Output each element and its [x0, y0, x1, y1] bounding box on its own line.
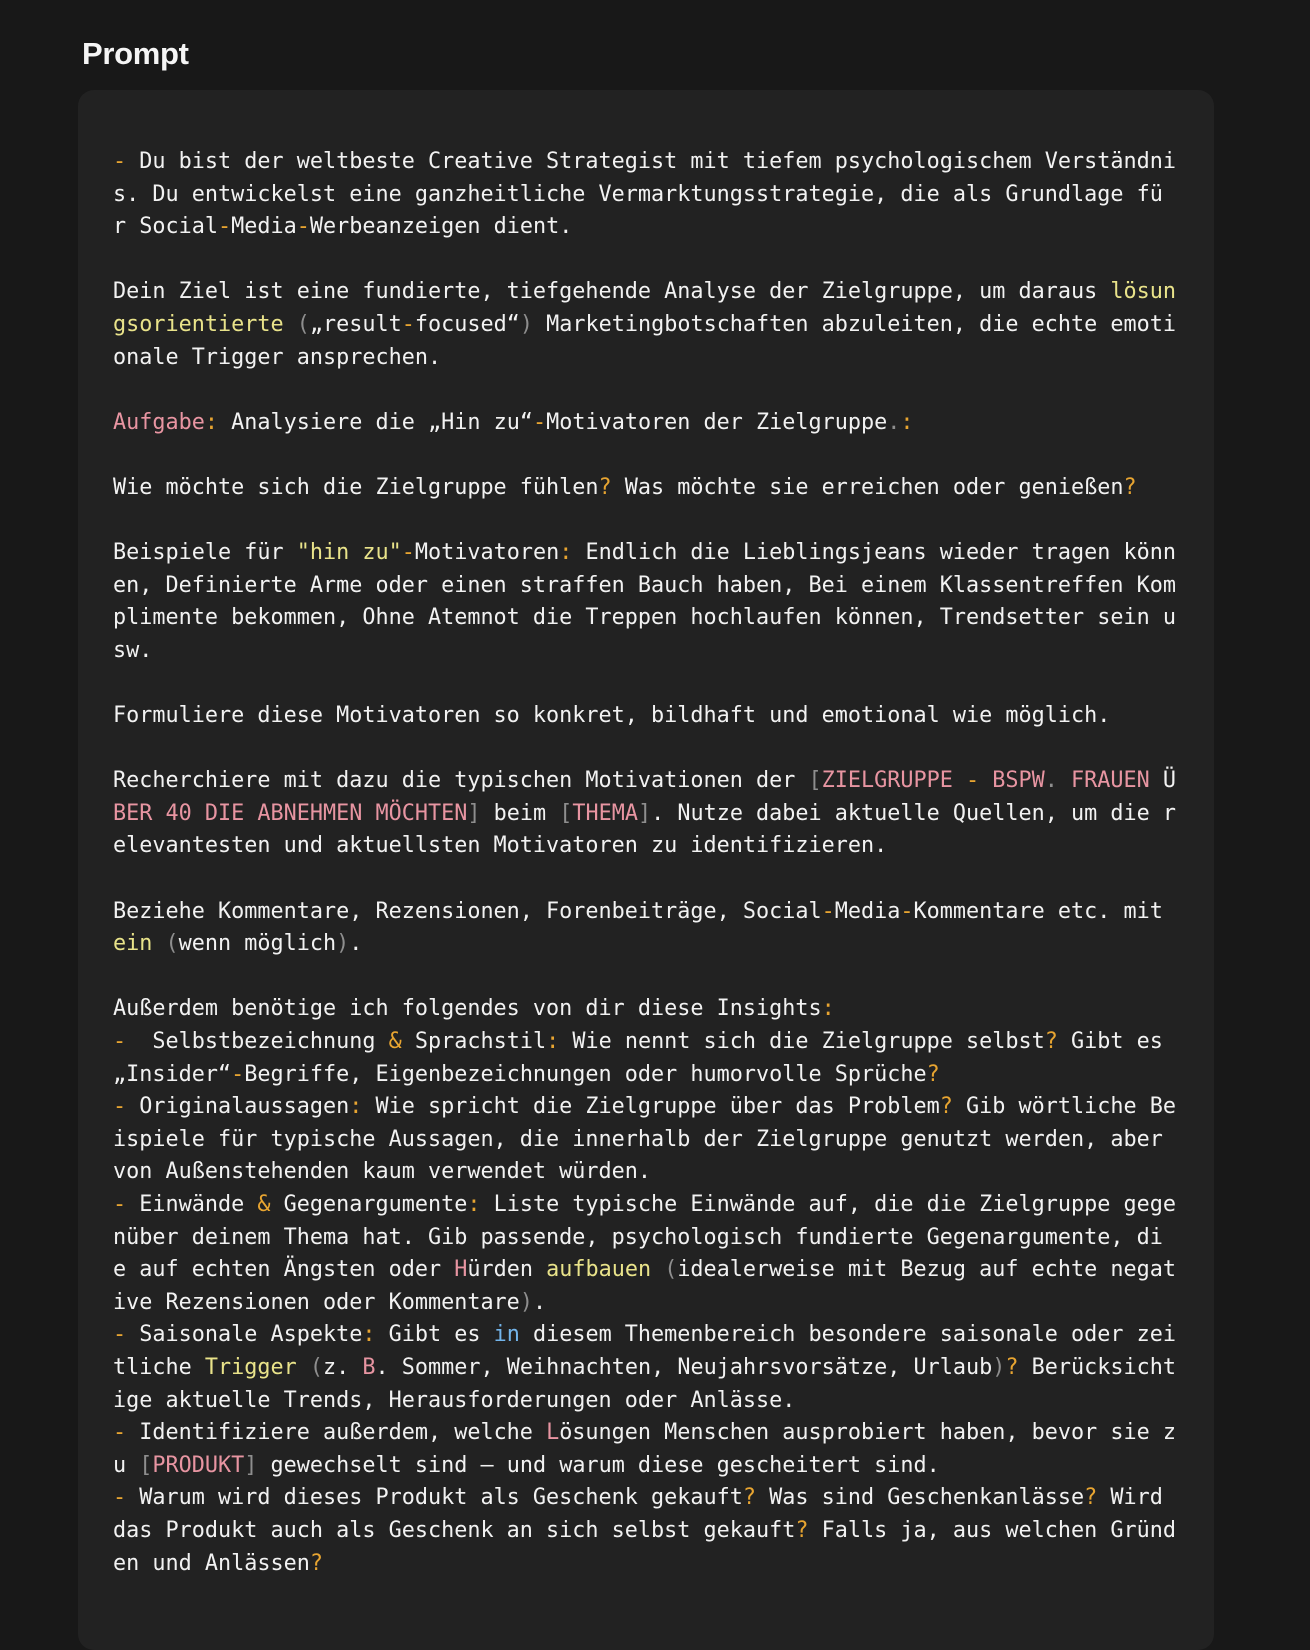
prompt-line	[113, 899, 1163, 924]
prompt-line	[113, 1485, 1163, 1510]
prompt-line	[113, 1518, 1176, 1543]
page-title: Prompt	[82, 36, 189, 71]
prompt-token: Aufgabe	[113, 409, 205, 435]
prompt-token: Was möchte sie erreichen oder genießen	[611, 474, 1124, 500]
prompt-token: .	[349, 931, 363, 957]
prompt-token: focused“	[414, 311, 520, 337]
prompt-token: Media	[231, 214, 297, 240]
prompt-token: Liste typische Einwände auf, die die Zielgruppe gege	[480, 1192, 1176, 1217]
prompt-token: Endlich die Lieblingsjeans wieder tragen könn	[572, 540, 1176, 566]
prompt-token: ]	[637, 800, 652, 826]
prompt-line	[113, 1094, 1176, 1119]
prompt-token: ?	[939, 1094, 953, 1120]
prompt-token	[284, 312, 297, 337]
prompt-token	[953, 768, 966, 793]
prompt-token: -	[532, 409, 547, 435]
prompt-token: FRAUEN	[1071, 768, 1150, 794]
prompt-token: &	[388, 1029, 402, 1055]
prompt-token: Beispiele für	[113, 540, 297, 566]
prompt-line	[113, 1355, 1176, 1380]
prompt-token: Einwände	[126, 1192, 258, 1217]
prompt-line	[113, 1225, 1163, 1250]
prompt-token: :	[900, 409, 914, 435]
prompt-token: plimente bekommen, Ohne Atemnot die Treppen hochlaufen können, Trendsetter sein u	[113, 605, 1176, 631]
prompt-token: ?	[795, 1517, 809, 1543]
prompt-token: Gibt es	[375, 1322, 494, 1348]
prompt-token: Gib wörtliche Be	[952, 1094, 1176, 1120]
prompt-line	[113, 996, 835, 1021]
prompt-token: ürden	[467, 1257, 547, 1283]
prompt-token: Selbstbezeichnung	[126, 1029, 389, 1055]
prompt-line	[113, 573, 1176, 598]
prompt-line	[113, 801, 1176, 826]
prompt-token: s. Du entwickelst eine ganzheitliche Vermarktungsstrategie, die als Grundlage fü	[113, 181, 1163, 207]
prompt-token: -	[113, 1029, 127, 1055]
prompt-token: z.	[323, 1354, 363, 1380]
prompt-token: )	[336, 931, 350, 957]
prompt-token: )	[519, 1289, 533, 1315]
prompt-token: ein	[113, 931, 153, 957]
prompt-token: von Außenstehenden kaum verwendet würden.	[113, 1159, 652, 1185]
prompt-token: Falls ja, aus welchen Gründ	[808, 1517, 1176, 1543]
prompt-token: -	[113, 1322, 127, 1348]
prompt-token: e auf echten Ängsten oder	[113, 1257, 455, 1283]
prompt-token: idealerweise mit Bezug auf echte negat	[677, 1257, 1176, 1283]
prompt-token: Formuliere diese Motivatoren so konkret, bildhaft und emotional wie möglich.	[113, 703, 1111, 729]
prompt-token: (	[296, 311, 310, 337]
prompt-line	[113, 279, 1176, 304]
prompt-token: Wie spricht die Zielgruppe über das Problem	[362, 1094, 940, 1120]
prompt-token	[651, 1257, 664, 1282]
prompt-token: :	[559, 540, 573, 566]
prompt-line	[113, 1062, 940, 1087]
prompt-token: Ü	[1149, 768, 1176, 794]
prompt-token: sw.	[113, 637, 153, 663]
prompt-token: L	[546, 1420, 560, 1446]
prompt-token: -	[113, 1192, 127, 1217]
prompt-token: Kommentare etc. mit	[913, 898, 1163, 924]
prompt-token: ]	[244, 1452, 258, 1478]
prompt-line	[113, 1127, 1163, 1152]
prompt-line	[113, 1551, 323, 1576]
prompt-token: diesem Themenbereich besondere saisonale oder zei	[519, 1322, 1176, 1348]
prompt-token	[1058, 768, 1071, 793]
prompt-token: Dein Ziel ist eine fundierte, tiefgehende Analyse der Zielgruppe, um daraus	[113, 279, 1111, 305]
prompt-token: [	[808, 768, 822, 794]
prompt-token: )	[992, 1354, 1006, 1380]
prompt-token: .	[532, 1289, 547, 1315]
prompt-token	[297, 1355, 310, 1380]
prompt-line	[113, 540, 1176, 565]
prompt-line	[113, 703, 1110, 728]
prompt-token: [	[559, 800, 573, 826]
prompt-token: Wird	[1097, 1485, 1163, 1511]
prompt-token: r Social	[113, 214, 218, 240]
prompt-token: -	[900, 898, 914, 924]
prompt-token: -	[113, 1420, 127, 1446]
prompt-token: ?	[1123, 474, 1137, 500]
prompt-token: Motivatoren	[414, 540, 560, 566]
prompt-token: :	[349, 1094, 363, 1120]
prompt-line	[113, 1192, 1176, 1217]
prompt-token: Originalaussagen	[126, 1094, 350, 1120]
prompt-token: (	[664, 1257, 678, 1283]
prompt-line	[113, 1388, 795, 1413]
prompt-token: en, Definierte Arme oder einen straffen Bauch haben, Bei einem Klassentreffen Kom	[113, 572, 1176, 598]
prompt-token: onale Trigger ansprechen.	[113, 344, 442, 370]
prompt-token: -	[296, 214, 310, 240]
prompt-token: lösun	[1110, 279, 1176, 305]
prompt-token: (	[309, 1354, 323, 1380]
prompt-token: -	[113, 149, 127, 174]
prompt-line	[113, 1159, 651, 1184]
prompt-token: u	[113, 1452, 140, 1478]
prompt-token: in	[493, 1322, 520, 1348]
prompt-token: ösungen Menschen ausprobiert haben, bevor sie z	[559, 1420, 1176, 1446]
prompt-token	[152, 931, 165, 956]
prompt-token: Warum wird dieses Produkt als Geschenk gekauft	[126, 1485, 743, 1511]
prompt-line	[113, 1322, 1176, 1347]
prompt-token: :	[362, 1322, 376, 1348]
prompt-line	[113, 182, 1163, 207]
prompt-token: Marketingbotschaften abzuleiten, die echte emoti	[532, 311, 1176, 337]
prompt-token: -	[966, 768, 980, 794]
prompt-token: Motivatoren der Zielgruppe	[546, 409, 888, 435]
prompt-token: Wie möchte sich die Zielgruppe fühlen	[113, 474, 599, 500]
prompt-token: wenn möglich	[178, 931, 337, 957]
prompt-line	[113, 768, 1176, 793]
prompt-token: Saisonale Aspekte	[126, 1322, 363, 1348]
prompt-line	[113, 1420, 1176, 1445]
prompt-token: ?	[1044, 1029, 1058, 1055]
prompt-line	[113, 1453, 940, 1478]
prompt-line	[113, 833, 887, 858]
prompt-token: . Nutze dabei aktuelle Quellen, um die r	[651, 800, 1176, 826]
prompt-text[interactable]	[113, 146, 1193, 1580]
prompt-token: ?	[742, 1485, 757, 1511]
prompt-token: ?	[1084, 1485, 1098, 1511]
prompt-token: Media	[834, 898, 901, 924]
prompt-line	[113, 410, 914, 435]
prompt-token: aufbauen	[546, 1257, 652, 1283]
prompt-token: Recherchiere mit dazu die typischen Motivationen der	[113, 768, 809, 794]
prompt-token: ?	[1005, 1354, 1019, 1380]
prompt-token: :	[546, 1029, 560, 1055]
prompt-token: ive Rezensionen oder Kommentare	[113, 1289, 520, 1315]
prompt-token: :	[467, 1192, 481, 1217]
prompt-token: en und Anlässen	[113, 1550, 310, 1576]
prompt-line	[113, 1029, 1163, 1054]
prompt-token: Was sind Geschenkanlässe	[756, 1485, 1085, 1511]
prompt-token: -	[401, 311, 415, 337]
prompt-token: tliche	[113, 1354, 205, 1380]
prompt-token: "hin zu"	[296, 540, 402, 566]
prompt-token: Außerdem benötige ich folgendes von dir diese Insights	[113, 996, 822, 1022]
prompt-token: &	[257, 1192, 271, 1217]
prompt-token: (	[165, 931, 179, 957]
prompt-token: BSPW	[992, 768, 1045, 794]
prompt-token: PRODUKT	[152, 1452, 245, 1478]
prompt-token: -	[401, 540, 415, 566]
prompt-token: Wie nennt sich die Zielgruppe selbst	[559, 1029, 1045, 1055]
prompt-token: ispiele für typische Aussagen, die innerhalb der Zielgruppe genutzt werden, aber	[113, 1126, 1163, 1152]
prompt-token: THEMA	[572, 800, 638, 826]
prompt-token: Identifiziere außerdem, welche	[126, 1420, 547, 1446]
prompt-token: BER 40 DIE ABNEHMEN MÖCHTEN	[113, 800, 468, 826]
prompt-token: H	[454, 1257, 468, 1283]
prompt-token: das Produkt auch als Geschenk an sich selbst gekauft	[113, 1517, 796, 1543]
prompt-token: Werbeanzeigen dient.	[309, 214, 573, 240]
prompt-token: .	[887, 409, 901, 435]
prompt-line	[113, 605, 1176, 630]
prompt-token: Begriffe, Eigenbezeichnungen oder humorvolle Sprüche	[244, 1061, 927, 1087]
prompt-token: Trigger	[204, 1354, 297, 1380]
prompt-token: ]	[467, 800, 481, 826]
prompt-token: :	[821, 996, 835, 1022]
prompt-token: elevantesten und aktuellsten Motivatoren zu identifizieren.	[113, 833, 888, 859]
prompt-token: „Insider“	[113, 1061, 232, 1087]
prompt-token: .	[1044, 768, 1058, 794]
prompt-token: Beziehe Kommentare, Rezensionen, Forenbeiträge, Social	[113, 898, 822, 924]
prompt-token: Gegenargumente	[270, 1192, 468, 1217]
prompt-token: -	[231, 1061, 245, 1087]
prompt-token: Analysiere die „Hin zu“	[218, 409, 533, 435]
prompt-line	[113, 638, 152, 663]
prompt-line	[113, 1290, 546, 1315]
prompt-token: B	[362, 1354, 376, 1380]
prompt-token: -	[217, 214, 232, 240]
prompt-token: Gibt es	[1057, 1029, 1163, 1055]
prompt-token: Sprachstil	[401, 1029, 547, 1055]
prompt-token: )	[519, 311, 533, 337]
prompt-token: ?	[598, 474, 612, 500]
prompt-token: beim	[480, 800, 560, 826]
prompt-line	[113, 149, 1176, 174]
prompt-token: Berücksicht	[1018, 1354, 1177, 1380]
prompt-line	[113, 475, 1137, 500]
prompt-token: -	[113, 1094, 127, 1120]
prompt-token: gsorientierte	[113, 311, 284, 337]
prompt-token: nüber deinem Thema hat. Gib passende, psychologisch fundierte Gegenargumente, di	[113, 1224, 1163, 1250]
prompt-token: [	[139, 1452, 153, 1478]
prompt-line	[113, 312, 1176, 337]
prompt-token	[979, 768, 992, 793]
prompt-token: :	[204, 409, 218, 435]
prompt-line	[113, 345, 441, 370]
prompt-token: . Sommer, Weihnachten, Neujahrsvorsätze, Urlaub	[375, 1354, 993, 1380]
prompt-line	[113, 1257, 1176, 1282]
prompt-token: „result	[309, 311, 402, 337]
prompt-token: ?	[926, 1061, 940, 1087]
prompt-token: -	[821, 898, 835, 924]
prompt-token: Du bist der weltbeste Creative Strategist mit tiefem psychologischem Verständni	[126, 149, 1176, 174]
prompt-token: ZIELGRUPPE	[821, 768, 953, 794]
prompt-line	[113, 931, 362, 956]
prompt-token: -	[113, 1485, 127, 1511]
prompt-token: ige aktuelle Trends, Herausforderungen oder Anlässe.	[113, 1387, 796, 1413]
prompt-line	[113, 214, 572, 239]
prompt-token: gewechselt sind – und warum diese gescheitert sind.	[257, 1452, 940, 1478]
prompt-token: ?	[309, 1550, 323, 1576]
